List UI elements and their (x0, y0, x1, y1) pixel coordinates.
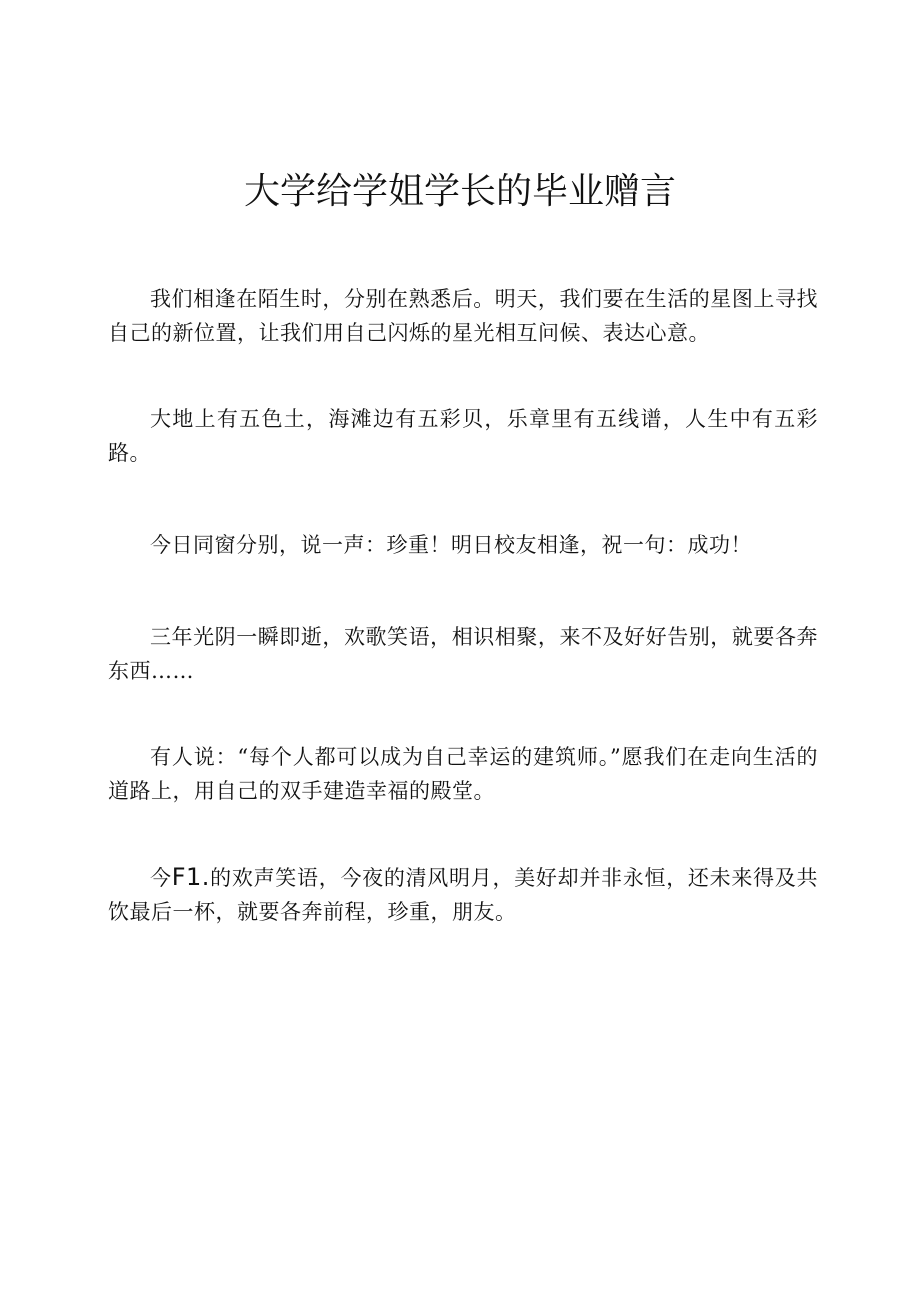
paragraph-3: 今日同窗分别，说一声：珍重！明日校友相逢，祝一句：成功！ (150, 533, 752, 557)
paragraph-6-latin-text: F1. (171, 863, 210, 891)
paragraph-2: 大地上有五色土，海滩边有五彩贝，乐章里有五线谱，人生中有五彩路。 (108, 407, 818, 465)
paragraph-5: 有人说：“每个人都可以成为自己幸运的建筑师。”愿我们在走向生活的道路上，用自己的双手建造幸福的殿堂。 (108, 745, 818, 803)
paragraph-6-prefix: 今 (150, 866, 172, 890)
document-body (108, 282, 818, 981)
paragraph-6-rest: 的欢声笑语，今夜的清风明月，美好却并非永恒，还未来得及共饮最后一杯，就要各奔前程，珍重，朋友。 (108, 866, 818, 924)
document-title: 大学给学姐学长的毕业赠言 (243, 171, 676, 212)
paragraph-1: 我们相逢在陌生时，分别在熟悉后。明天，我们要在生活的星图上寻找自己的新位置，让我们用自己闪烁的星光相互问候、表达心意。 (108, 287, 818, 345)
paragraph-4: 三年光阴一瞬即逝，欢歌笑语，相识相聚，来不及好好告别，就要各奔东西…… (108, 625, 818, 683)
paragraph-6 (108, 860, 818, 929)
